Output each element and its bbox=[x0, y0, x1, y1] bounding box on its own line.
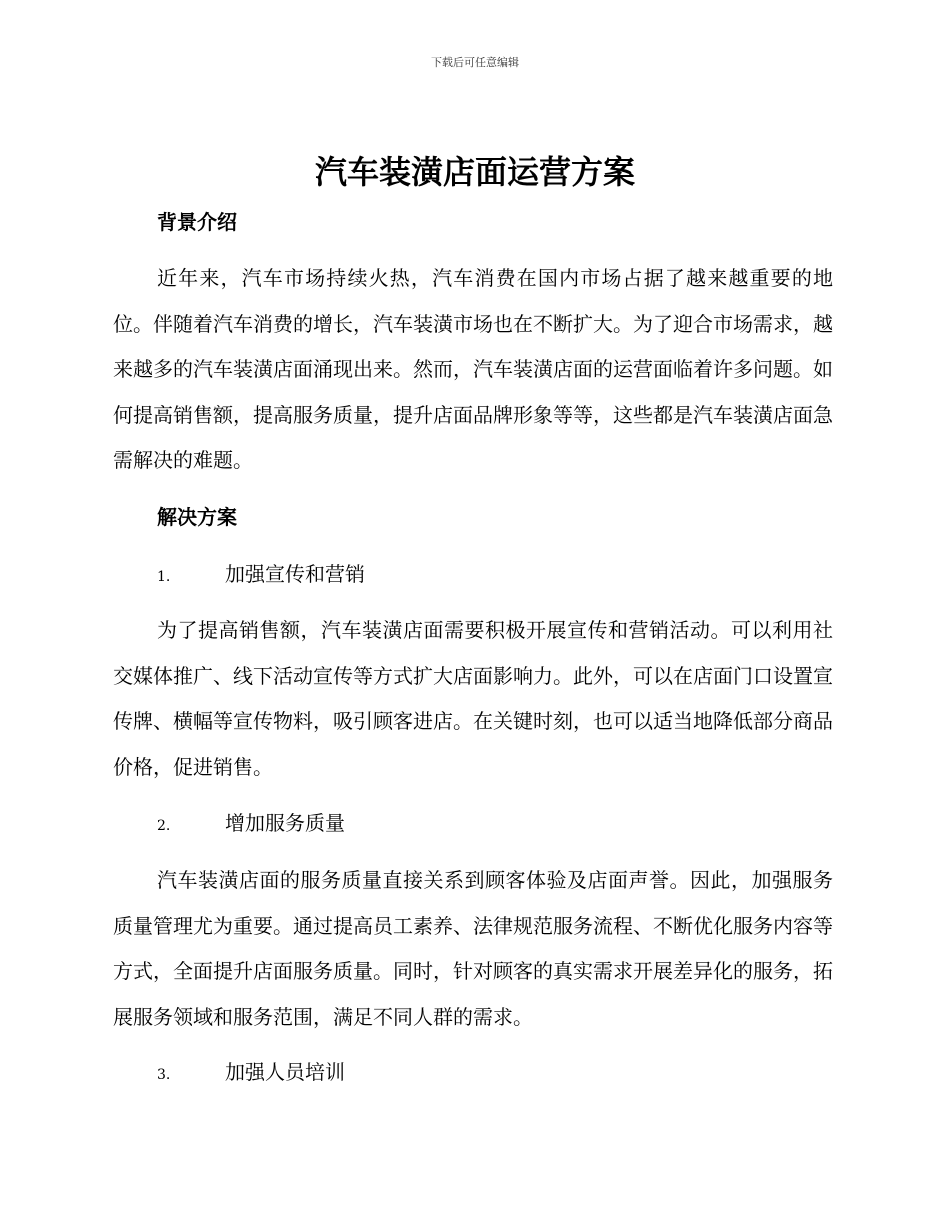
section-heading-solutions: 解决方案 bbox=[157, 505, 237, 529]
solution-item-3 bbox=[157, 1058, 345, 1089]
list-number: 3. bbox=[157, 1067, 171, 1083]
solution-1-paragraph: 为了提高销售额，汽车装潢店面需要积极开展宣传和营销活动。可以利用社交媒体推广、线下活动宣传等方式扩大店面影响力。此外，可以在店面门口设置宣传牌、横幅等宣传物料，吸引顾客进店。在关键时刻，也可以适当地降低部分商品价格，促进销售。 bbox=[113, 618, 833, 779]
list-label: 增加服务质量 bbox=[225, 811, 345, 835]
list-number: 1. bbox=[157, 569, 171, 585]
background-paragraph: 近年来，汽车市场持续火热，汽车消费在国内市场占据了越来越重要的地位。伴随着汽车消费的增长，汽车装潢市场也在不断扩大。为了迎合市场需求，越来越多的汽车装潢店面涌现出来。然而，汽车装潢店面的运营面临着许多问题。如何提高销售额，提高服务质量，提升店面品牌形象等等，这些都是汽车装潢店面急需解决的难题。 bbox=[113, 266, 833, 472]
list-label: 加强宣传和营销 bbox=[225, 562, 365, 586]
document-title: 汽车装潢店面运营方案 bbox=[314, 153, 635, 191]
list-label: 加强人员培训 bbox=[225, 1060, 345, 1084]
section-heading-background: 背景介绍 bbox=[157, 210, 237, 234]
solution-2-paragraph: 汽车装潢店面的服务质量直接关系到顾客体验及店面声誉。因此，加强服务质量管理尤为重要。通过提高员工素养、法律规范服务流程、不断优化服务内容等方式，全面提升店面服务质量。同时，针对顾客的真实需求开展差异化的服务，拓展服务领域和服务范围，满足不同人群的需求。 bbox=[113, 868, 833, 1029]
solution-item-1 bbox=[157, 560, 365, 591]
page-header-note: 下载后可任意编辑 bbox=[431, 56, 519, 69]
solution-item-2 bbox=[157, 809, 345, 840]
list-number: 2. bbox=[157, 818, 171, 834]
